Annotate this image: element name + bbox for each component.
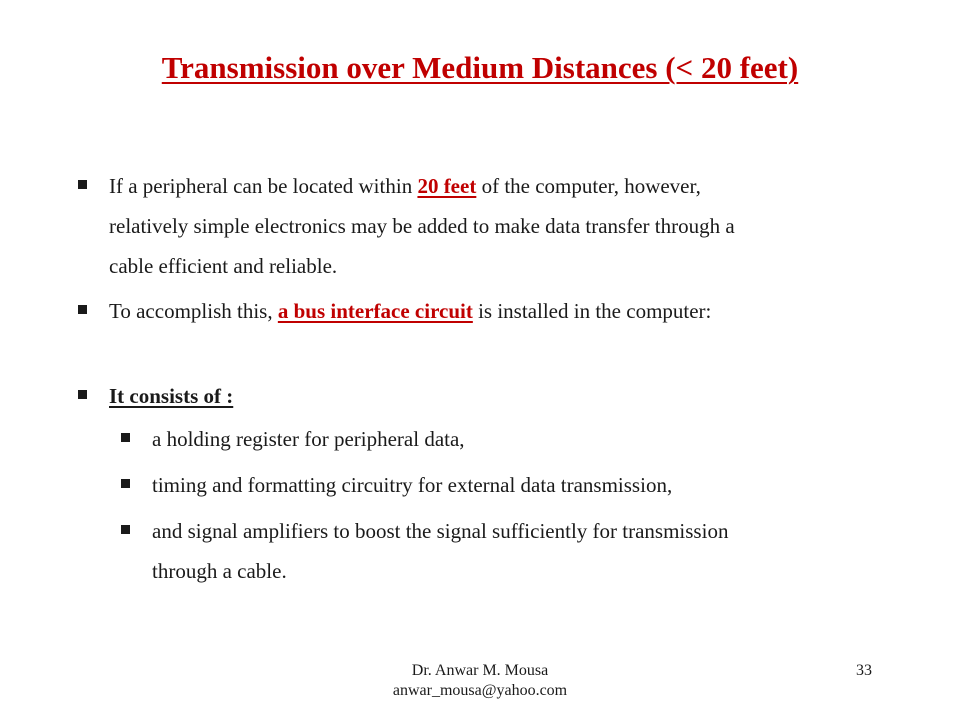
- sub-bullet-holding-register: [121, 419, 465, 459]
- bullet-text-part: If a peripheral can be located within: [109, 174, 418, 198]
- sub-bullet-text: timing and formatting circuitry for external data transmission,: [152, 473, 673, 497]
- square-bullet-icon: [78, 180, 87, 189]
- bullet-text-line: relatively simple electronics may be added to make data transfer through a: [109, 214, 735, 238]
- highlight-distance: 20 feet: [417, 174, 477, 198]
- bullet-text-part: of the computer, however,: [476, 174, 701, 198]
- sub-bullet-text: [152, 511, 728, 591]
- author-name: Dr. Anwar M. Mousa: [411, 662, 549, 679]
- sub-bullet-timing-formatting: [121, 465, 672, 505]
- bullet-text: [109, 291, 711, 331]
- bullet-text-part: To accomplish this,: [109, 299, 278, 323]
- footer-author: [0, 661, 960, 701]
- square-bullet-icon: [121, 433, 130, 442]
- sub-bullet-text-line: and signal amplifiers to boost the signal sufficiently for transmission: [152, 519, 729, 543]
- author-email: anwar_mousa@yahoo.com: [392, 682, 568, 699]
- square-bullet-icon: [121, 479, 130, 488]
- square-bullet-icon: [78, 390, 87, 399]
- square-bullet-icon: [78, 305, 87, 314]
- square-bullet-icon: [121, 525, 130, 534]
- bullet-text: [109, 166, 735, 286]
- sub-bullet-text: a holding register for peripheral data,: [152, 427, 465, 451]
- bullet-consists-of: [78, 376, 233, 416]
- bullet-text-part: is installed in the computer:: [472, 299, 712, 323]
- page-number: 33: [856, 662, 872, 679]
- bullet-peripheral-distance: [78, 166, 735, 286]
- slide-title: Transmission over Medium Distances (< 20 feet): [161, 50, 799, 85]
- highlight-bus-interface: a bus interface circuit: [277, 299, 473, 323]
- bullet-text-line: cable efficient and reliable.: [109, 254, 338, 278]
- bullet-heading: It consists of :: [109, 384, 234, 408]
- sub-bullet-text-line: through a cable.: [152, 559, 287, 583]
- sub-bullet-signal-amplifiers: [121, 511, 728, 591]
- bullet-bus-interface: [78, 291, 711, 331]
